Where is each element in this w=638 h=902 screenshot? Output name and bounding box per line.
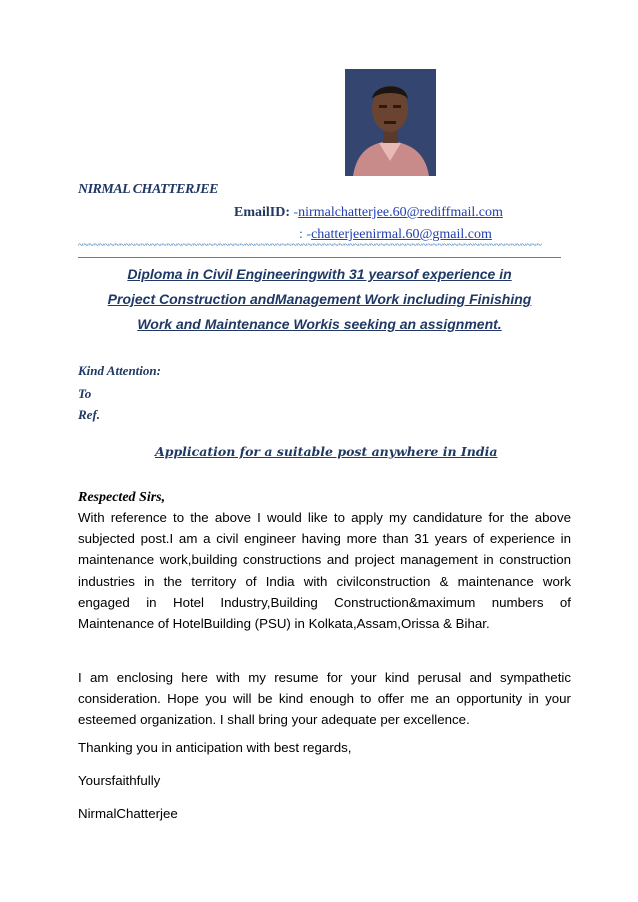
headline-line-2: Project Construction andManagement Work including Finishing <box>107 291 532 307</box>
divider-rule <box>78 257 561 258</box>
portrait-image <box>345 69 436 176</box>
headline-line-3: Work and Maintenance Workis seeking an assignment. <box>137 316 502 332</box>
email-separator: - <box>290 205 299 220</box>
email-secondary-link[interactable]: chatterjeenirmal.60@gmail.com <box>311 227 492 242</box>
email-separator-secondary: : - <box>299 227 312 242</box>
subject-line: Application for a suitable post anywhere in India <box>155 444 498 459</box>
applicant-name: NIRMAL CHATTERJEE <box>78 182 218 197</box>
to-label: To <box>78 386 92 401</box>
email-primary-link[interactable]: nirmalchatterjee.60@rediffmail.com <box>298 205 503 220</box>
email-primary-row <box>234 205 503 221</box>
tilde-divider: ~~~~~~~~~~~~~~~~~~~~~~~~~~~~~~~~~~~~~~~~~~~~~~~~~~~~~~~~~~~~~~~~~~~~~~~~~~~~~~~~~~~~~~~~~ <box>78 240 542 251</box>
kind-attention: Kind Attention: <box>78 363 161 378</box>
headline-line-1: Diploma in Civil Engineeringwith 31 yearsof experience in <box>127 266 512 282</box>
signature: NirmalChatterjee <box>78 806 178 821</box>
body-paragraph-1: With reference to the above I would like to apply my candidature for the above subjected post.I am a civil engineer having more than 31 years of experience in maintenance work,building constructions and project management in construction industries in the territory of India with civilconstruction & maintenance work engaged in Hotel Industry,Building Construction&maximum numbers of Maintenance of HotelBuilding (PSU) in Kolkata,Assam,Orissa & Bihar. <box>78 510 571 632</box>
salutation: Respected Sirs, <box>78 490 166 505</box>
closing-line: Yoursfaithfully <box>78 773 161 788</box>
ref-label: Ref. <box>78 407 101 422</box>
email-label: EmailID: <box>234 205 290 220</box>
profile-photo <box>345 69 436 176</box>
headline <box>78 262 561 337</box>
body-paragraph-2: I am enclosing here with my resume for your kind perusal and sympathetic consideration. Hope you will be kind enough to offer me an opportunity in your esteemed organization. I shall bring your adequate per excellence. <box>78 670 571 728</box>
thanks-line: Thanking you in anticipation with best regards, <box>78 740 352 755</box>
